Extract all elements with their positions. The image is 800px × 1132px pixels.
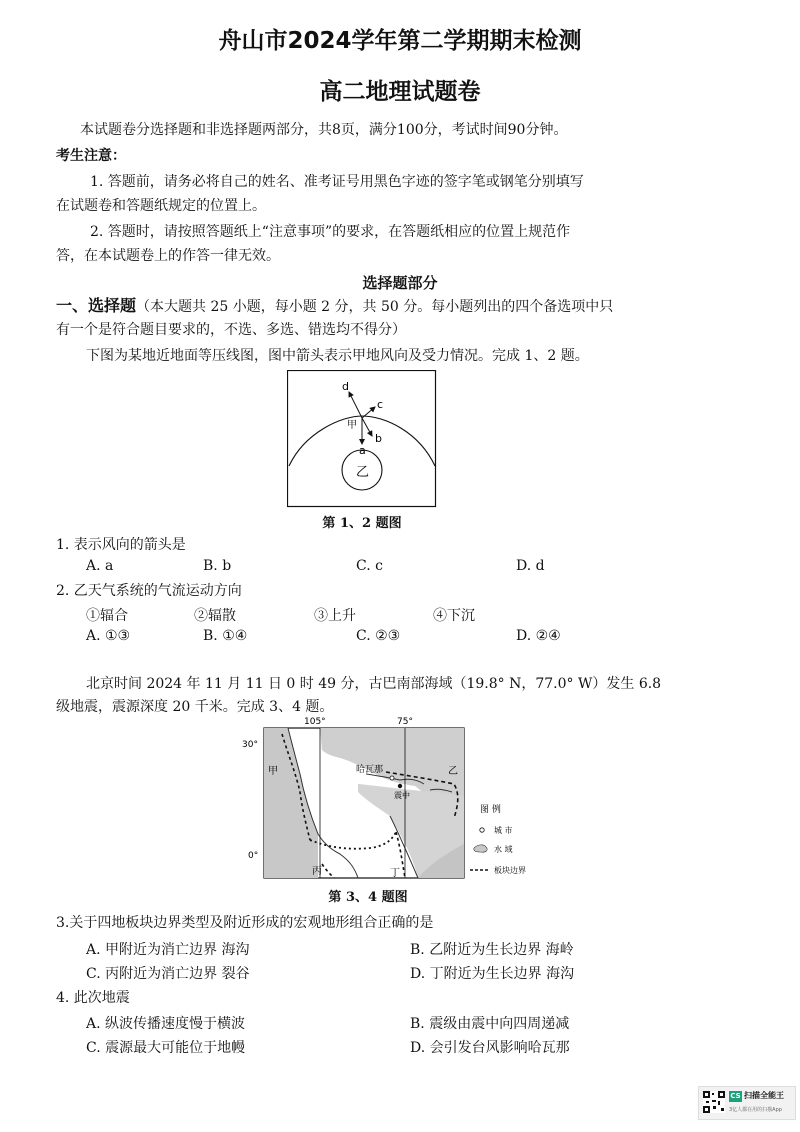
scanner-watermark (698, 1086, 796, 1120)
lon-105: 105° (304, 717, 326, 727)
scanner-tagline: 3亿人都在用的扫描App (729, 1107, 782, 1113)
group2-stem-line2: 级地震，震源深度 20 千米。完成 3、4 题。 (56, 699, 334, 715)
legend-city: 城 市 (494, 826, 513, 835)
label-yi: 乙 (356, 465, 370, 480)
camscanner-logo: CS (730, 1092, 741, 1100)
q2-option-b[interactable]: B. ①④ (203, 628, 248, 644)
q3-option-d[interactable]: D. 丁附近为生长边界 海沟 (410, 966, 575, 982)
figure2-caption: 第 3、4 题图 (328, 890, 408, 905)
part1-desc-line1: （本大题共 25 小题，每小题 2 分，共 50 分。每小题列出的四个备选项中只 (136, 299, 614, 315)
exam-subtitle: 高二地理试题卷 (319, 79, 481, 105)
label-yi: 乙 (448, 766, 458, 777)
q3-stem: 3.关于四地板块边界类型及附近形成的宏观地形组合正确的是 (56, 915, 434, 931)
notice-heading: 考生注意： (56, 148, 126, 164)
q2-item-1: ①辐合 (86, 608, 128, 624)
legend-water-symbol (474, 845, 487, 852)
label-epicenter: 震中 (394, 791, 410, 800)
exam-title: 舟山市2024学年第二学期期末检测 (218, 28, 582, 54)
scanner-app-name: 扫描全能王 (744, 1091, 784, 1100)
q4-option-c[interactable]: C. 震源最大可能位于地幔 (86, 1040, 246, 1056)
notice-item1-line2: 在试题卷和答题纸规定的位置上。 (56, 198, 266, 214)
q2-option-c[interactable]: C. ②③ (356, 628, 401, 644)
label-ding: 丁 (390, 868, 400, 879)
label-a: a (359, 444, 366, 457)
q4-option-d[interactable]: D. 会引发台风影响哈瓦那 (410, 1040, 570, 1056)
q3-option-a[interactable]: A. 甲附近为消亡边界 海沟 (86, 942, 250, 958)
group1-stem: 下图为某地近地面等压线图，图中箭头表示甲地风向及受力情况。完成 1、2 题。 (86, 348, 589, 364)
qr-code-icon (703, 1091, 725, 1113)
q3-option-c[interactable]: C. 丙附近为消亡边界 裂谷 (86, 966, 250, 982)
notice-item1-line1: 1. 答题前，请务必将自己的姓名、准考证号用黑色字迹的签字笔或钢笔分别填写 (90, 174, 584, 190)
havana-city (390, 776, 394, 780)
q2-stem: 2. 乙天气系统的气流运动方向 (56, 583, 242, 599)
q1-stem: 1. 表示风向的箭头是 (56, 537, 186, 553)
q4-option-a[interactable]: A. 纵波传播速度慢于横波 (86, 1016, 246, 1032)
notice-item2-line1: 2. 答题时，请按照答题纸上“注意事项”的要求，在答题纸相应的位置上规范作 (90, 224, 571, 240)
q1-option-a[interactable]: A. a (86, 558, 114, 574)
lat-30: 30° (242, 740, 258, 750)
q2-option-a[interactable]: A. ①③ (86, 628, 131, 644)
label-d: d (342, 380, 349, 393)
q4-stem: 4. 此次地震 (56, 990, 130, 1006)
label-jia: 甲 (347, 420, 357, 431)
figure1-caption: 第 1、2 题图 (322, 516, 402, 531)
label-bing: 丙 (312, 866, 322, 877)
q1-option-c[interactable]: C. c (356, 558, 383, 574)
label-c: c (377, 398, 384, 411)
label-b: b (375, 432, 382, 445)
notice-item2-line2: 答，在本试题卷上的作答一律无效。 (56, 248, 280, 264)
label-jia: 甲 (268, 766, 278, 777)
label-havana: 哈瓦那 (356, 765, 384, 775)
q2-option-d[interactable]: D. ②④ (516, 628, 561, 644)
isobar-figure (287, 370, 437, 508)
epicenter-dot (398, 784, 402, 788)
legend-title: 图 例 (480, 805, 501, 815)
legend-city-symbol (480, 828, 484, 832)
intro-text: 本试题卷分选择题和非选择题两部分，共8页，满分100分，考试时间90分钟。 (80, 122, 568, 138)
q1-option-b[interactable]: B. b (203, 558, 232, 574)
part1-desc-line2: 有一个是符合题目要求的，不选、多选、错选均不得分） (56, 322, 406, 338)
q1-option-d[interactable]: D. d (516, 558, 545, 574)
q4-option-b[interactable]: B. 震级由震中向四周递减 (410, 1016, 570, 1032)
q2-item-2: ②辐散 (194, 608, 236, 624)
section-title: 选择题部分 (362, 274, 438, 292)
legend-water: 水 域 (494, 845, 513, 854)
group2-stem-line1: 北京时间 2024 年 11 月 11 日 0 时 49 分，古巴南部海域（19.8° N，77.0° W）发生 6.8 (86, 676, 662, 692)
q2-item-3: ③上升 (314, 608, 356, 624)
lon-75: 75° (397, 717, 413, 727)
part1-heading: 一、选择题 (56, 296, 137, 315)
q2-item-4: ④下沉 (433, 608, 475, 624)
q3-option-b[interactable]: B. 乙附近为生长边界 海岭 (410, 942, 574, 958)
part1-header (56, 296, 613, 317)
legend-boundary: 板块边界 (494, 866, 526, 875)
lat-0: 0° (248, 851, 259, 861)
caribbean-map (240, 714, 540, 884)
